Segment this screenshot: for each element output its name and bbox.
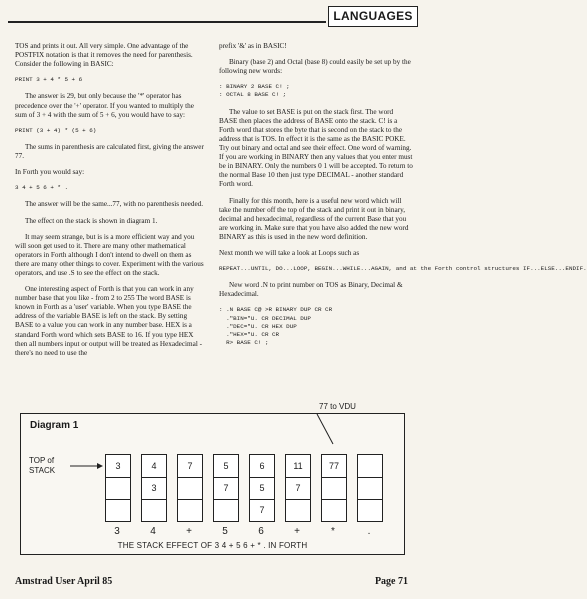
stack-cell: 3 — [142, 477, 166, 500]
operation-token: + — [186, 526, 192, 537]
stack-column — [321, 454, 347, 522]
stack-cell: 5 — [214, 455, 238, 478]
paragraph: One interesting aspect of Forth is that you can work in any number base that you like - from 2 to 255 The word BASE is known in Forth as a 'user' variable. When you type BASE the address of the variable BASE is left on the stack. By setting BASE to a value you can work in any number base. HEX is a standard Forth word which sets BASE to 16. If you type HEX then all numbers input or output will be treated as Hexadecimal -there's no need to use the — [15, 285, 203, 357]
stack-cell — [358, 477, 382, 500]
stack-cell: 11 — [286, 455, 310, 478]
code-block: PRINT (3 + 4) * (5 + 6) — [15, 126, 97, 134]
stack-cell: 7 — [259, 505, 265, 515]
operation-token: . — [367, 526, 371, 537]
code-block: 3 4 + 5 6 + * . — [15, 184, 69, 192]
stack-cell — [322, 477, 346, 500]
paragraph: The value to set BASE is put on the stack first. The word BASE then places the address of BASE onto the stack. C! is a Forth word that stores the byte that is second on the stack to the address that is TOS. In effect it is the same as the BASIC POKE. Try out binary and octal and see their effect. One word of warning. If you are working in BINARY then any values that you enter must be in BINARY. Only the numbers 0 1 will be accepted. To return to the normal Base 10 then just type DECIMAL - another standard Forth word. — [219, 107, 413, 189]
stack-label-line: STACK — [29, 466, 56, 475]
stack-column — [213, 454, 239, 522]
paragraph: The effect on the stack is shown in diagram 1. — [25, 216, 158, 225]
header-rule — [8, 21, 326, 23]
code-block: REPEAT...UNTIL, DO...LOOP, BEGIN...WHILE...AGAIN, and at the Forth control structures IF...ELSE...ENDIF. — [219, 265, 587, 273]
operation-token: 4 — [150, 526, 156, 537]
stack-cell — [286, 499, 310, 521]
stack-cell: 3 — [106, 455, 130, 478]
paragraph: New word .N to print number on TOS as Binary, Decimal & Hexadecimal. — [219, 281, 403, 299]
stack-cell — [178, 499, 202, 521]
stack-cell: 7 — [178, 455, 202, 478]
stack-cell: 77 — [322, 455, 346, 478]
paragraph: Binary (base 2) and Octal (base 8) could easily be set up by the following new words: — [219, 58, 411, 76]
stack-column — [177, 454, 203, 522]
operation-token: 6 — [258, 526, 264, 537]
stack-cell: 4 — [142, 455, 166, 478]
operation-token: 5 — [222, 526, 228, 537]
paragraph: Finally for this month, here is a useful new word which will take the number off the top of the stack and print it out in binary, decimal and hexadecimal, regardless of the current Base that you are working in. Make sure that you have also added the new word BINARY as this is used in the new word definition. — [219, 196, 409, 241]
left-column — [15, 42, 204, 365]
operation-token: * — [331, 526, 335, 537]
code-block: : .N BASE C@ >R BINARY DUP CR CR ."BIN="U. CR DECIMAL DUP ."DEC="U. CR HEX DUP ."HEX="U. CR CR R> BASE C! ; — [219, 306, 333, 347]
paragraph: It may seem strange, but is is a more efficient way and you will soon get used to it. There are many other mathematical operators in Forth although I don't intend to dwell on them as there are many other things to cover. Experiment with the various operators, and use .S to see the effect on the stack. — [15, 232, 204, 278]
operation-token: + — [294, 526, 300, 537]
paragraph: The answer will be the same...77, with no parenthesis needed. — [25, 200, 204, 209]
stack-cell — [142, 499, 166, 521]
stack-column — [285, 454, 311, 522]
stack-cell: 5 — [250, 477, 274, 500]
section-title: LANGUAGES — [328, 6, 418, 27]
stack-cell — [322, 499, 346, 521]
stack-column — [141, 454, 167, 522]
footer-issue: Amstrad User April 85 — [15, 576, 113, 587]
stack-diagram — [20, 402, 405, 555]
stack-column — [105, 454, 131, 522]
paragraph: TOS and prints it out. All very simple. One advantage of the POSTFIX notation is that it removes the need for parenthesis. Consider the following in BASIC: — [15, 42, 193, 69]
footer-page-number: Page 71 — [374, 576, 408, 587]
paragraph: prefix '&' as in BASIC! — [219, 42, 287, 50]
stack-cell — [358, 499, 382, 521]
code-block: PRINT 3 + 4 * 5 + 6 — [15, 76, 83, 84]
operation-token: 3 — [114, 526, 120, 537]
code-block: : BINARY 2 BASE C! ; : OCTAL 8 BASE C! ; — [219, 83, 290, 99]
paragraph: The sums in parenthesis are calculated first, giving the answer 77. — [15, 142, 204, 161]
vdu-label: 77 to VDU — [319, 402, 356, 411]
stack-cell: 7 — [286, 477, 310, 500]
stack-label-line: TOP of — [29, 456, 55, 465]
stack-cell: 7 — [214, 477, 238, 500]
stack-cell: 6 — [250, 455, 274, 478]
stack-cell — [214, 499, 238, 521]
stack-cell — [106, 477, 130, 500]
stack-column — [357, 454, 383, 522]
stack-cell — [178, 477, 202, 500]
paragraph: Next month we will take a look at Loops such as — [219, 249, 360, 257]
paragraph: The answer is 29, but only because the '*' operator has precedence over the '+' operator. If you wanted to multiply the sum of 3 + 4 with the sum of 5 + 6, you would have to say: — [15, 92, 194, 119]
right-column — [219, 42, 587, 356]
stack-cell — [358, 455, 382, 478]
paragraph: In Forth you would say: — [15, 168, 85, 177]
stack-cell — [106, 499, 130, 521]
stack-column — [249, 454, 275, 522]
diagram-title: Diagram 1 — [30, 420, 79, 431]
diagram-caption: THE STACK EFFECT OF 3 4 + 5 6 + * . IN FORTH — [117, 541, 308, 550]
